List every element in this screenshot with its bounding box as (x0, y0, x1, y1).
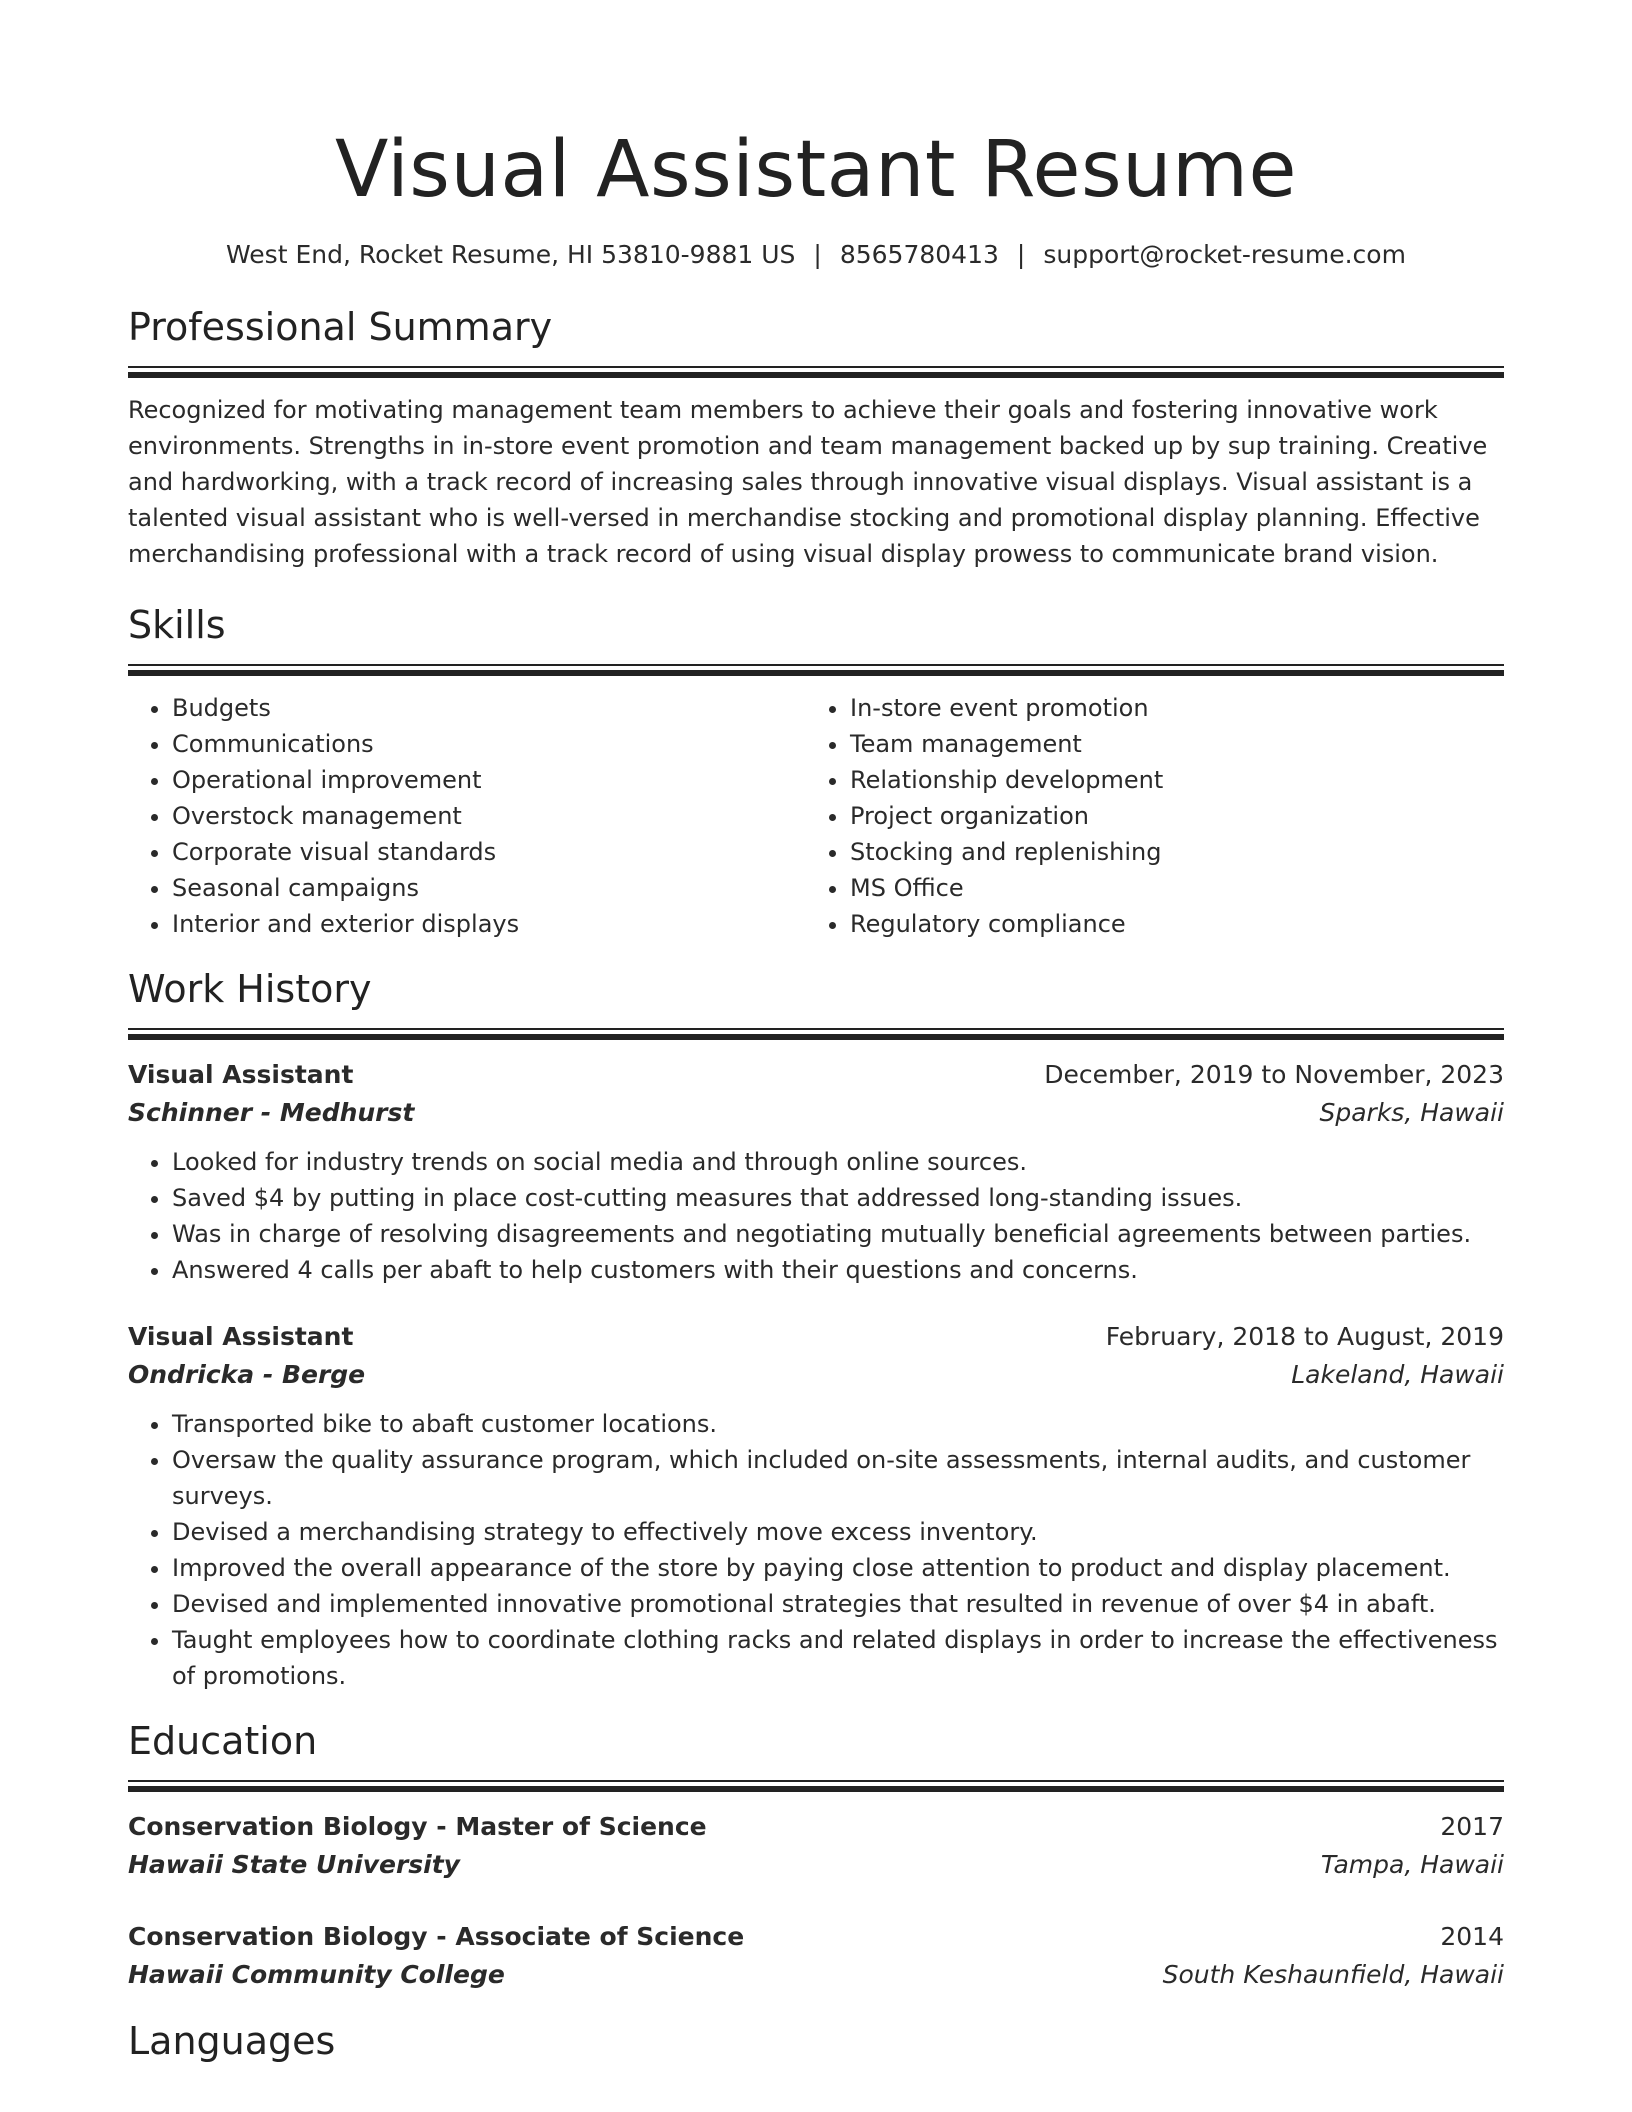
contact-phone: 8565780413 (839, 240, 999, 269)
job-company-row (128, 1356, 1504, 1394)
job-title: Visual Assistant (128, 1060, 354, 1089)
skill-item: • Stocking and replenishing (850, 834, 1484, 870)
education-year: 2014 (1440, 1922, 1504, 1951)
skill-item: • MS Office (850, 870, 1484, 906)
job-company-row (128, 1094, 1504, 1132)
skill-item: • Relationship development (850, 762, 1484, 798)
job-dates: December, 2019 to November, 2023 (1044, 1060, 1504, 1089)
job-location: Lakeland, Hawaii (1291, 1360, 1504, 1389)
education-degree: Conservation Biology - Master of Science (128, 1812, 707, 1841)
contact-separator: | (813, 240, 822, 269)
resume-content (128, 118, 1504, 2066)
education-entry (128, 1918, 1504, 1994)
skill-item: • In-store event promotion (850, 690, 1484, 726)
skill-item: • Regulatory compliance (850, 906, 1484, 942)
education-school: Hawaii Community College (128, 1960, 505, 1989)
education-header-row (128, 1808, 1504, 1846)
job-entry (128, 1318, 1504, 1694)
job-dates: February, 2018 to August, 2019 (1105, 1322, 1504, 1351)
section-title-education: Education (128, 1719, 318, 1763)
section-divider (128, 366, 1504, 378)
languages-section (128, 2016, 1504, 2066)
job-bullet: • Saved $4 by putting in place cost-cutting measures that addressed long-standing issues. (172, 1180, 1504, 1216)
job-bullet: • Oversaw the quality assurance program, which included on-site assessments, internal audits, and customer surveys. (172, 1442, 1504, 1514)
section-title-skills: Skills (128, 603, 226, 647)
job-bullet: • Devised a merchandising strategy to effectively move excess inventory. (172, 1514, 1504, 1550)
summary-text: Recognized for motivating management team members to achieve their goals and fostering innovative work environments. Strengths in in-store event promotion and team management backed up by sup training. Creative and hardworking, with a track record of increasing sales through innovative visual displays. Visual assistant is a talented visual assistant who is well-versed in merchandise stocking and promotional display planning. Effective merchandising professional with a track record of using visual display prowess to communicate brand vision. (128, 396, 1488, 568)
skills-section (128, 600, 1504, 942)
education-degree: Conservation Biology - Associate of Science (128, 1922, 745, 1951)
job-company: Ondricka - Berge (128, 1360, 366, 1389)
job-bullets (128, 1406, 1504, 1694)
job-bullet: • Taught employees how to coordinate clothing racks and related displays in order to increase the effectiveness of promotions. (172, 1622, 1504, 1694)
work-history-section (128, 964, 1504, 1694)
job-bullets (128, 1144, 1504, 1288)
skill-item: • Overstock management (172, 798, 806, 834)
skills-columns (128, 690, 1504, 942)
job-bullet: • Answered 4 calls per abaft to help customers with their questions and concerns. (172, 1252, 1504, 1288)
section-title-languages: Languages (128, 2019, 336, 2063)
job-bullet: • Looked for industry trends on social media and through online sources. (172, 1144, 1504, 1180)
skill-item: • Budgets (172, 690, 806, 726)
skill-item: • Project organization (850, 798, 1484, 834)
job-bullet: • Devised and implemented innovative promotional strategies that resulted in revenue of over $4 in abaft. (172, 1586, 1504, 1622)
job-bullet: • Improved the overall appearance of the store by paying close attention to product and display placement. (172, 1550, 1504, 1586)
contact-line (128, 238, 1504, 272)
job-entry (128, 1056, 1504, 1288)
education-school: Hawaii State University (128, 1850, 460, 1879)
skill-item: • Interior and exterior displays (172, 906, 806, 942)
education-school-row (128, 1846, 1504, 1884)
skill-item: • Seasonal campaigns (172, 870, 806, 906)
section-divider (128, 1028, 1504, 1040)
contact-email: support@rocket-resume.com (1043, 240, 1406, 269)
education-location: South Keshaunfield, Hawaii (1162, 1960, 1504, 1989)
job-company: Schinner - Medhurst (128, 1098, 415, 1127)
education-entry (128, 1808, 1504, 1884)
job-location: Sparks, Hawaii (1319, 1098, 1504, 1127)
section-divider (128, 664, 1504, 676)
skill-item: • Operational improvement (172, 762, 806, 798)
section-title-summary: Professional Summary (128, 305, 553, 349)
section-divider (128, 1780, 1504, 1792)
skill-item: • Team management (850, 726, 1484, 762)
education-school-row (128, 1956, 1504, 1994)
education-header-row (128, 1918, 1504, 1956)
job-bullet: • Was in charge of resolving disagreements and negotiating mutually beneficial agreements between parties. (172, 1216, 1504, 1252)
job-title: Visual Assistant (128, 1322, 354, 1351)
education-location: Tampa, Hawaii (1320, 1850, 1504, 1879)
section-title-work: Work History (128, 967, 372, 1011)
education-section (128, 1716, 1504, 1994)
contact-separator: | (1016, 240, 1026, 269)
job-header-row (128, 1056, 1504, 1094)
resume-title: Visual Assistant Resume (334, 125, 1297, 215)
job-header-row (128, 1318, 1504, 1356)
contact-address: West End, Rocket Resume, HI 53810-9881 US (226, 240, 796, 269)
job-bullet: • Transported bike to abaft customer locations. (172, 1406, 1504, 1442)
education-year: 2017 (1440, 1812, 1504, 1841)
summary-section (128, 302, 1504, 572)
skills-list-right (806, 690, 1484, 942)
skill-item: • Communications (172, 726, 806, 762)
skill-item: • Corporate visual standards (172, 834, 806, 870)
skills-list-left (128, 690, 806, 942)
